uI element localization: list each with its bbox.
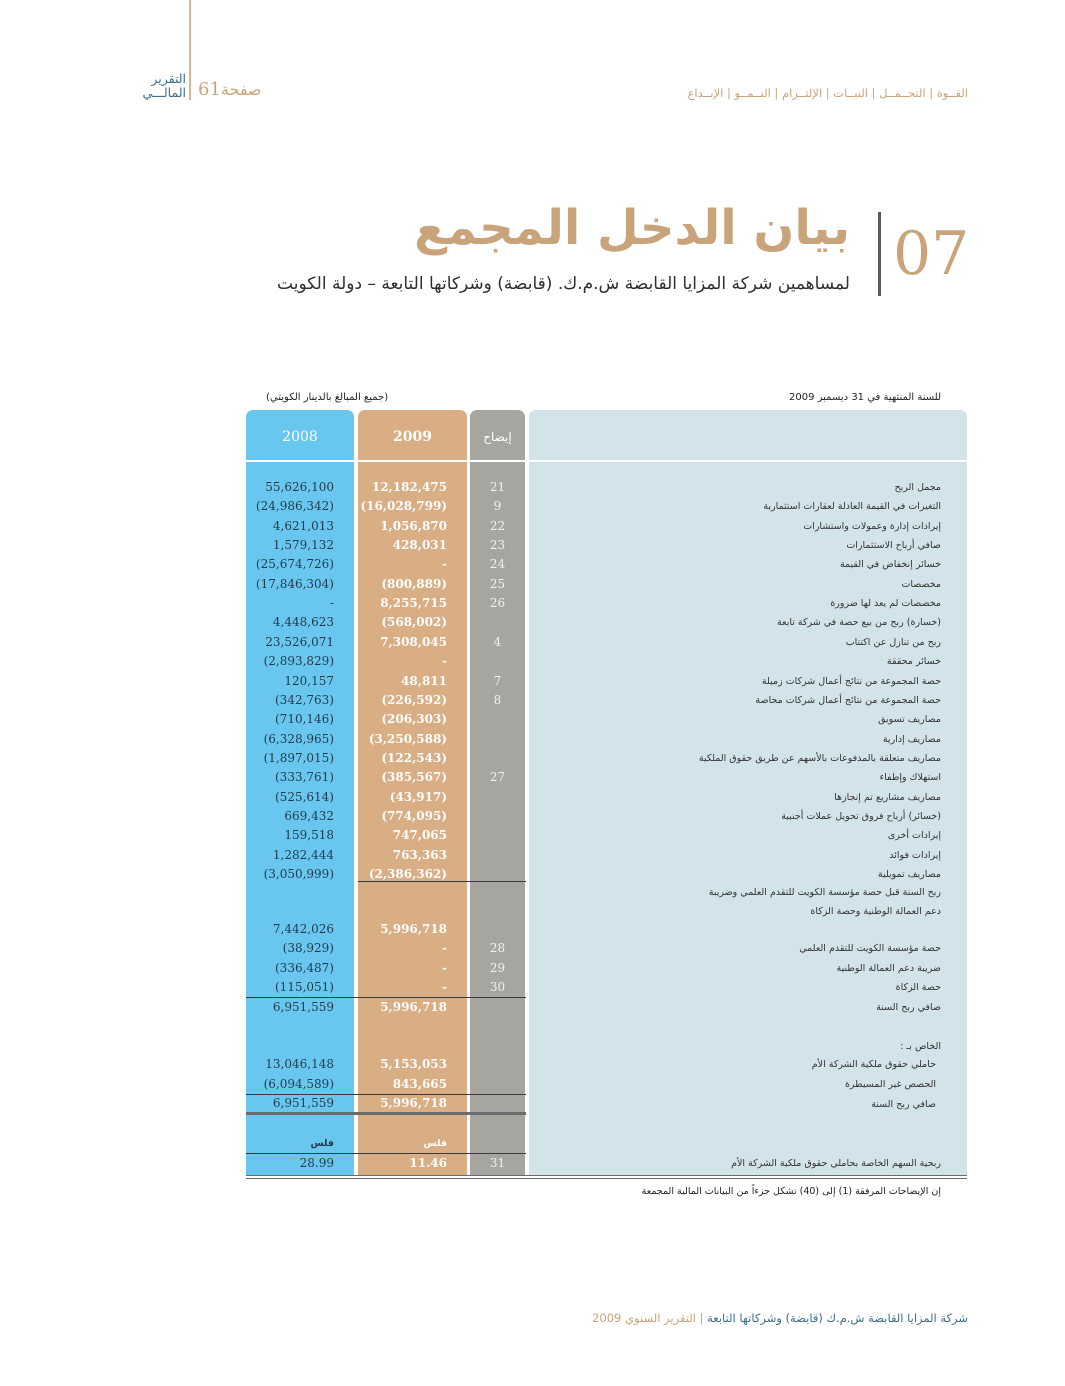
attr-total-2009: 5,996,718 xyxy=(380,1096,447,1110)
row-note xyxy=(470,826,525,845)
row-note: 24 xyxy=(489,557,506,572)
row-value-2009: (122,543) xyxy=(381,750,447,765)
eps-2009: 11.46 xyxy=(409,1156,447,1170)
row-value-2009: (3,250,588) xyxy=(368,731,447,746)
row-note: 8 xyxy=(493,692,502,707)
row-value-2008: 55,626,100 xyxy=(265,480,334,494)
values-line: القــوة | التحــمــل | النبــات | الإلتــزام | النــمــو | الإبــداع xyxy=(687,86,968,100)
row-value-2008: (2,893,829) xyxy=(263,654,334,669)
section-number: 07 xyxy=(893,219,970,289)
row-note: 27 xyxy=(489,770,506,785)
row-value-2009: 8,255,715 xyxy=(380,596,447,611)
row-value-2008: 159,518 xyxy=(284,828,334,843)
row-note xyxy=(470,749,525,768)
tax-row-value-2008: (336,487) xyxy=(275,960,334,975)
row-value-2008: 120,157 xyxy=(284,673,334,688)
row-value-2009: 763,363 xyxy=(392,847,447,862)
row-value-2009: 7,308,045 xyxy=(380,634,447,649)
row-value-2009: 428,031 xyxy=(392,538,447,553)
row-value-2008: (1,897,015) xyxy=(263,750,334,765)
eps-label: ربحية السهم الخاصة بحاملي حقوق ملكية الشركة الأم xyxy=(731,1158,941,1169)
eps-note: 31 xyxy=(489,1156,506,1170)
row-description: مجمل الربح xyxy=(894,482,941,493)
attr-total-2008: 6,951,559 xyxy=(272,1096,334,1110)
profit-before-2008: 7,442,026 xyxy=(272,922,334,936)
row-description: إيرادات أخرى xyxy=(887,830,941,842)
row-note xyxy=(470,613,525,632)
row-note: 26 xyxy=(489,596,506,611)
row-description: مخصصات لم يعد لها ضرورة xyxy=(830,598,941,610)
net-profit-2008: 6,951,559 xyxy=(272,1000,334,1014)
row-description: خسائر محققة xyxy=(886,656,941,668)
tax-row-note: 30 xyxy=(489,980,506,994)
report-label xyxy=(136,72,186,100)
row-note xyxy=(470,846,525,865)
row-value-2008: (6,328,965) xyxy=(263,731,334,746)
tax-row-value-2008: (38,929) xyxy=(282,941,334,955)
attr-total-double-rule xyxy=(246,1112,526,1115)
row-value-2008: (24,986,342) xyxy=(255,499,334,514)
attr-row-value-2009: 5,153,053 xyxy=(380,1057,447,1071)
footer-report: التقرير السنوي 2009 xyxy=(592,1311,696,1325)
row-description: مصاريف متعلقة بالمدفوعات بالأسهم عن طريق حقوق الملكية xyxy=(698,752,941,764)
row-description: حصة المجموعة من نتائج أعمال شركات محاصة xyxy=(755,694,941,706)
row-value-2009: (16,028,799) xyxy=(360,499,447,514)
row-description: ربح من تنازل عن اكتتاب xyxy=(845,636,941,648)
header-2008: 2008 xyxy=(282,429,318,445)
table-bottom-rule xyxy=(246,1175,967,1176)
fils-2009: فلس xyxy=(423,1138,447,1149)
row-value-2009: 12,182,475 xyxy=(371,480,447,494)
row-value-2009: - xyxy=(442,557,447,572)
page-subtitle: لمساهمين شركة المزايا القابضة ش.م.ك. (قابضة) وشركاتها التابعة – دولة الكويت xyxy=(277,274,850,294)
row-note: 25 xyxy=(489,576,506,591)
row-description: مخصصات xyxy=(901,578,941,590)
row-value-2009: (2,386,362) xyxy=(368,867,447,881)
subtotal-rule xyxy=(358,881,526,882)
tax-row-description: ضريبة دعم العمالة الوطنية xyxy=(836,962,941,974)
row-note: 9 xyxy=(493,499,502,514)
report-label-line2: المالـــي xyxy=(142,85,186,100)
footer-separator: | xyxy=(699,1311,704,1325)
row-description: حصة المجموعة من نتائج أعمال شركات زميلة xyxy=(761,675,941,687)
footer-company: شركة المزايا القابضة ش.م.ك (قابضة) وشركاتها التابعة xyxy=(707,1311,968,1325)
row-value-2009: - xyxy=(442,654,447,669)
page-title: بيان الدخل المجمع xyxy=(414,200,850,256)
row-value-2009: (43,917) xyxy=(389,789,447,804)
row-value-2009: 1,056,870 xyxy=(380,518,447,533)
net-profit-2009: 5,996,718 xyxy=(380,1000,447,1014)
row-description: إيرادات فوائد xyxy=(889,849,941,861)
attr-row-value-2008: 13,046,148 xyxy=(265,1057,334,1071)
row-description: استهلاك وإطفاء xyxy=(879,772,941,784)
tax-row-note: 28 xyxy=(489,941,506,955)
row-value-2008: (17,846,304) xyxy=(255,576,334,591)
row-description: (خسائر) أرباح فروق تحويل عملات أجنبية xyxy=(781,810,941,822)
period-label: للسنة المنتهية في 31 ديسمبر 2009 xyxy=(789,392,941,403)
row-description: التغيرات في القيمة العادلة لعقارات استثمارية xyxy=(763,501,941,513)
row-value-2008: 1,282,444 xyxy=(272,847,334,862)
row-description: إيرادات إدارة وعمولات واستشارات xyxy=(803,520,941,532)
row-note xyxy=(470,807,525,826)
header-separator xyxy=(246,460,967,462)
row-value-2009: (568,002) xyxy=(381,615,447,630)
row-note: 22 xyxy=(489,518,506,533)
attr-row-description: الحصص غير المسيطرة xyxy=(844,1078,936,1090)
row-value-2008: 1,579,132 xyxy=(272,538,334,553)
row-note: 23 xyxy=(489,538,506,553)
row-value-2009: (774,095) xyxy=(381,808,447,823)
tax-row-value-2009: - xyxy=(442,941,447,955)
row-value-2009: (385,567) xyxy=(381,770,447,785)
row-description: مصاريف إدارية xyxy=(882,733,941,745)
footer xyxy=(592,1311,968,1325)
page-number: 61 xyxy=(198,79,221,100)
row-value-2008: - xyxy=(329,596,334,611)
row-value-2009: 48,811 xyxy=(401,673,447,688)
row-value-2008: (342,763) xyxy=(275,692,334,707)
row-value-2009: (226,592) xyxy=(381,692,447,707)
eps-2008: 28.99 xyxy=(299,1156,334,1170)
section-bar xyxy=(878,212,881,296)
row-value-2008: 4,448,623 xyxy=(272,615,334,630)
row-value-2008: (3,050,999) xyxy=(263,867,334,881)
row-note xyxy=(470,730,525,749)
row-description: (خسارة) ربح من بيع حصة في شركة تابعة xyxy=(777,617,941,629)
page-word: صفحة xyxy=(220,80,262,99)
footnote: إن الإيضاحات المرفقة (1) إلى (40) تشكل جزءاً من البيانات المالية المجمعة xyxy=(641,1186,941,1197)
tax-row-value-2009: - xyxy=(442,960,447,975)
row-value-2008: (25,674,726) xyxy=(255,557,334,572)
row-value-2008: 669,432 xyxy=(284,808,334,823)
tax-row-description: حصة الزكاة xyxy=(895,982,941,993)
row-note: 7 xyxy=(493,673,502,688)
row-description: مصاريف مشاريع تم إنجازها xyxy=(834,791,941,803)
profit-before-label-line2: دعم العمالة الوطنية وحصة الزكاة xyxy=(810,906,941,917)
header-note: إيضاح xyxy=(483,430,512,444)
net-profit-label: صافي ربح السنة xyxy=(876,1002,941,1013)
profit-before-2009: 5,996,718 xyxy=(380,922,447,936)
attr-row-value-2009: 843,665 xyxy=(392,1076,447,1091)
header-divider-line xyxy=(189,0,191,100)
tax-row-value-2009: - xyxy=(442,980,447,994)
row-value-2009: (206,303) xyxy=(381,712,447,727)
attr-row-value-2008: (6,094,589) xyxy=(263,1076,334,1091)
row-description: صافي أرباح الاستثمارات xyxy=(846,540,941,552)
row-value-2008: (710,146) xyxy=(275,712,334,727)
row-note: 21 xyxy=(489,480,506,494)
tax-row-value-2008: (115,051) xyxy=(275,980,334,994)
tax-row-note: 29 xyxy=(489,960,506,975)
report-label-line1: التقرير xyxy=(151,71,186,86)
row-note: 4 xyxy=(493,634,502,649)
currency-note: (جميع المبالغ بالدينار الكويتي) xyxy=(266,392,389,403)
row-value-2008: (333,761) xyxy=(275,770,334,785)
attributable-label: الخاص بـ : xyxy=(900,1041,941,1052)
page-indicator xyxy=(198,79,262,100)
profit-before-label-line1: ربح السنة قبل حصة مؤسسة الكويت للتقدم العلمي وضريبة xyxy=(708,887,941,898)
row-value-2008: 4,621,013 xyxy=(272,518,334,533)
row-value-2008: (525,614) xyxy=(275,789,334,804)
row-description: مصاريف تمويلية xyxy=(877,869,941,880)
row-value-2008: 23,526,071 xyxy=(265,634,334,649)
row-description: مصاريف تسويق xyxy=(878,714,941,726)
row-note xyxy=(470,710,525,729)
table-bottom-rule-2 xyxy=(246,1178,967,1179)
attr-row-description: حاملي حقوق ملكية الشركة الأم xyxy=(811,1059,936,1070)
fils-2008: فلس xyxy=(310,1138,334,1149)
row-value-2009: (800,889) xyxy=(381,576,447,591)
row-note xyxy=(470,652,525,671)
row-value-2009: 747,065 xyxy=(392,828,447,843)
tax-row-description: حصة مؤسسة الكويت للتقدم العلمي xyxy=(799,943,941,954)
row-note xyxy=(470,788,525,807)
attr-total-label: صافي ربح السنة xyxy=(871,1099,936,1110)
header-2009: 2009 xyxy=(393,429,432,445)
row-description: خسائر إنخفاض في القيمة xyxy=(839,559,941,571)
